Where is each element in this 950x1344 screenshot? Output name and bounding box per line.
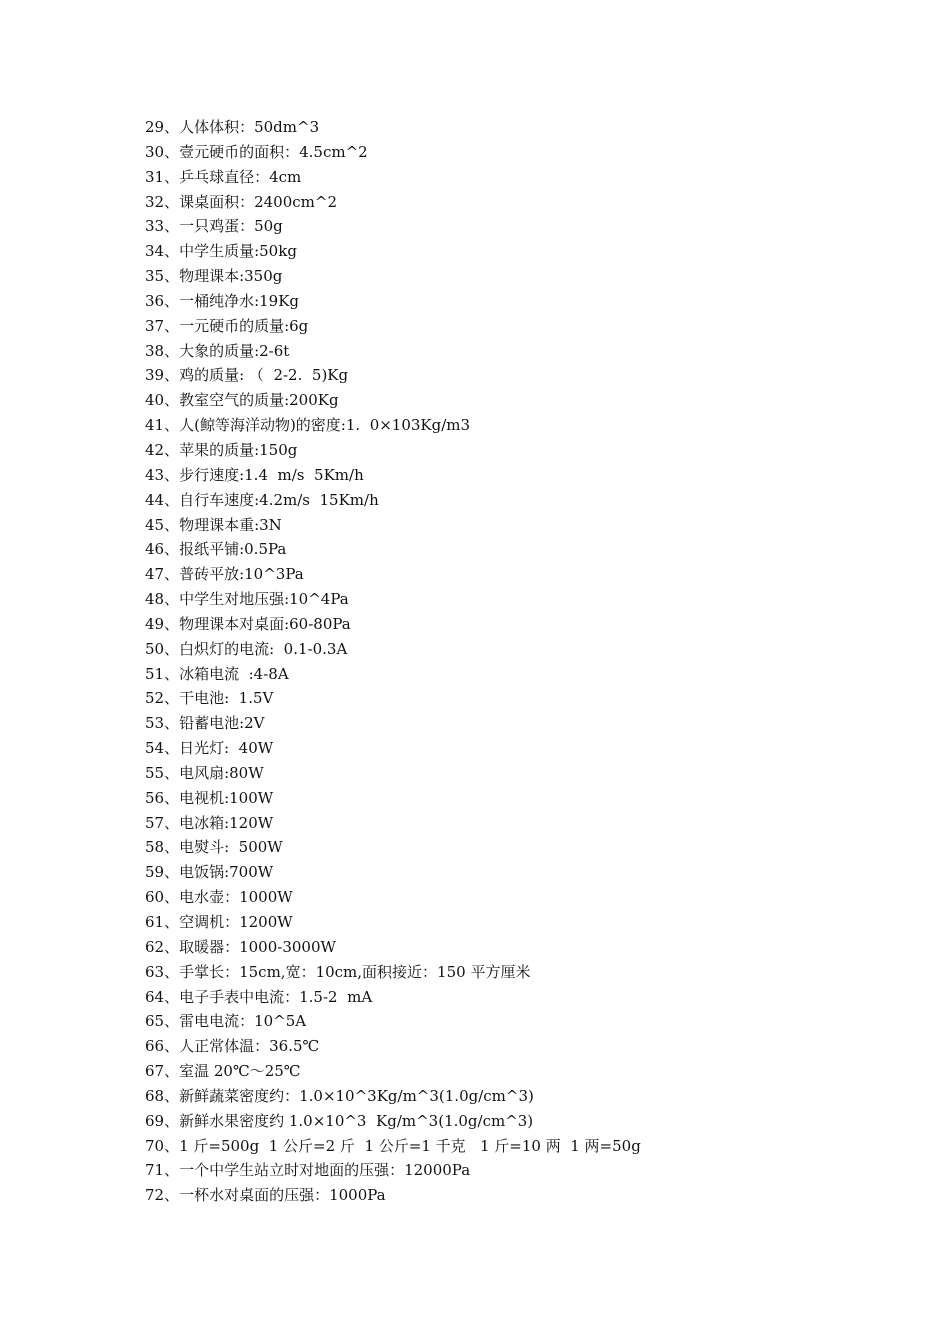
list-item: 71、一个中学生站立时对地面的压强：12000Pa (145, 1161, 471, 1180)
list-item: 44、自行车速度:4.2m/s 15Km/h (145, 490, 379, 509)
list-item: 53、铅蓄电池:2V (145, 714, 265, 733)
list-item: 61、空调机：1200W (145, 913, 293, 931)
list-item: 37、一元硬币的质量:6g (145, 316, 309, 335)
list-item: 36、一桶纯净水:19Kg (145, 291, 300, 310)
list-item: 40、教室空气的质量:200Kg (145, 391, 339, 410)
list-item: 70、1 斤=500g 1 公斤=2 斤 1 公斤=1 千克 1 斤=10 两 1 两=50g (145, 1136, 641, 1155)
list-item: 38、大象的质量:2-6t (145, 341, 290, 360)
list-item: 41、人(鲸等海洋动物)的密度:1. 0×103Kg/m3 (145, 416, 471, 435)
list-item: 58、电熨斗: 500W (145, 838, 283, 857)
list-item: 34、中学生质量:50kg (145, 242, 297, 261)
list-item: 50、白炽灯的电流: 0.1-0.3A (145, 639, 348, 658)
list-item: 45、物理课本重:3N (145, 515, 282, 534)
list-item: 72、一杯水对桌面的压强：1000Pa (145, 1186, 386, 1205)
list-item: 56、电视机:100W (145, 788, 274, 807)
list-item: 54、日光灯: 40W (145, 739, 274, 758)
list-item: 60、电水壶：1000W (145, 888, 293, 907)
list-item: 51、冰箱电流 :4-8A (145, 664, 289, 683)
list-item: 32、课桌面积：2400cm^2 (145, 192, 337, 211)
reference-list (145, 115, 905, 1208)
list-item: 43、步行速度:1.4 m/s 5Km/h (145, 465, 364, 484)
list-item: 48、中学生对地压强:10^4Pa (145, 590, 349, 609)
list-item: 57、电冰箱:120W (145, 813, 274, 832)
list-item: 59、电饭锅:700W (145, 863, 274, 882)
list-item: 31、乒乓球直径：4cm (145, 167, 302, 186)
list-item: 42、苹果的质量:150g (145, 440, 298, 459)
list-item: 29、人体体积：50dm^3 (145, 118, 320, 136)
list-item: 30、壹元硬币的面积：4.5cm^2 (145, 142, 368, 161)
list-item: 33、一只鸡蛋：50g (145, 217, 283, 236)
list-item: 49、物理课本对桌面:60-80Pa (145, 614, 351, 633)
list-item: 46、报纸平铺:0.5Pa (145, 540, 287, 559)
list-item: 47、普砖平放:10^3Pa (145, 565, 304, 584)
list-item: 35、物理课本:350g (145, 267, 283, 286)
list-item: 68、新鲜蔬菜密度约：1.0×10^3Kg/m^3(1.0g/cm^3) (145, 1086, 534, 1105)
list-item: 39、鸡的质量: （ 2-2. 5)Kg (145, 366, 349, 385)
list-item: 52、干电池: 1.5V (145, 689, 274, 708)
list-item: 66、人正常体温：36.5℃ (145, 1037, 320, 1056)
list-item: 64、电子手表中电流：1.5-2 mA (145, 987, 373, 1006)
list-item: 69、新鲜水果密度约 1.0×10^3 Kg/m^3(1.0g/cm^3) (145, 1111, 534, 1130)
list-item: 62、取暖器：1000-3000W (145, 937, 336, 956)
list-item: 67、室温 20℃～25℃ (145, 1062, 301, 1081)
list-item: 55、电风扇:80W (145, 763, 264, 782)
list-item: 63、手掌长：15cm,宽：10cm,面积接近：150 平方厘米 (145, 962, 531, 981)
list-item: 65、雷电电流：10^5A (145, 1012, 307, 1031)
